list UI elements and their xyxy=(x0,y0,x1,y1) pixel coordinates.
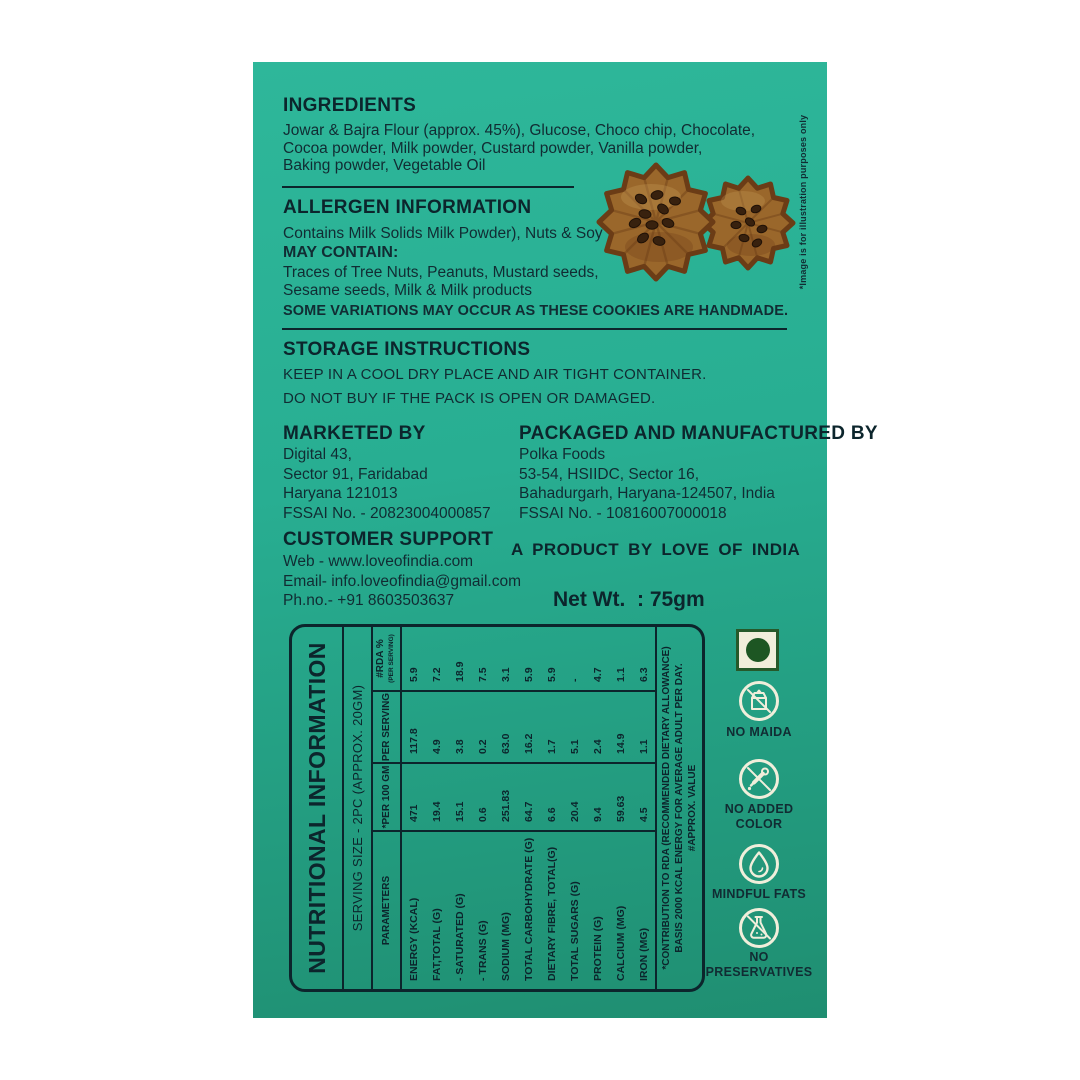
nutrition-title: NUTRITIONAL INFORMATION xyxy=(292,627,343,989)
storage-line: DO NOT BUY IF THE PACK IS OPEN OR DAMAGED. xyxy=(283,390,656,407)
param-cell: FAT,TOTAL (G) xyxy=(430,908,443,981)
no-preservatives-icon xyxy=(737,906,781,950)
footnote-line: #APPROX. VALUE xyxy=(687,764,698,852)
rda-cell: 3.1 xyxy=(494,627,517,691)
col-header-parameters: PARAMETERS xyxy=(372,831,401,989)
badge-text: PRESERVATIVES xyxy=(705,965,813,979)
no-added-color-label xyxy=(694,802,824,832)
no-preservatives-label xyxy=(694,950,824,980)
packaged-by-address xyxy=(519,445,775,523)
storage-line: KEEP IN A COOL DRY PLACE AND AIR TIGHT CONTAINER. xyxy=(283,366,707,383)
product-by-line: A PRODUCT BY LOVE OF INDIA xyxy=(511,540,801,559)
serving-cell: 0.2 xyxy=(471,691,494,763)
ingredients-line: Baking powder, Vegetable Oil xyxy=(283,157,486,174)
storage-heading: STORAGE INSTRUCTIONS xyxy=(283,339,531,360)
label-panel xyxy=(253,62,878,1018)
serving-cell: 63.0 xyxy=(494,691,517,763)
badge-text: NO ADDED xyxy=(724,802,794,816)
param-cell: PROTEIN (G) xyxy=(591,916,604,981)
serving-cell: 117.8 xyxy=(401,691,425,763)
cookies-illustration-icon xyxy=(593,159,798,289)
may-contain-label: MAY CONTAIN: xyxy=(283,244,399,261)
serving-cell: 3.8 xyxy=(448,691,471,763)
divider-rule xyxy=(282,328,787,330)
rda-cell: 7.5 xyxy=(471,627,494,691)
table-row xyxy=(471,627,494,989)
marketed-by-address xyxy=(283,445,491,523)
mindful-fats-label xyxy=(694,887,824,902)
rda-cell: 4.7 xyxy=(586,627,609,691)
col-header-perserving: PER SERVING xyxy=(372,691,401,763)
per100-cell: 6.6 xyxy=(540,763,563,831)
table-row xyxy=(540,627,563,989)
table-row xyxy=(563,627,586,989)
table-row xyxy=(586,627,609,989)
param-cell: DIETARY FIBRE, TOTAL(G) xyxy=(545,846,558,981)
serving-cell: 5.1 xyxy=(563,691,586,763)
net-weight: Net Wt. : 75gm xyxy=(553,588,705,611)
badge-text: NO xyxy=(749,950,769,964)
per100-cell: 251.83 xyxy=(494,763,517,831)
customer-support-heading: CUSTOMER SUPPORT xyxy=(283,529,494,550)
divider-rule xyxy=(282,186,574,188)
allergen-line: Traces of Tree Nuts, Peanuts, Mustard seeds, xyxy=(283,264,599,281)
address-line: Haryana 121013 xyxy=(283,485,398,502)
footnote-line: *CONTRIBUTION TO RDA (RECOMMENDED DIETARY ALLOWANCE) xyxy=(661,646,672,970)
serving-cell: 16.2 xyxy=(517,691,540,763)
table-row xyxy=(632,627,656,989)
badge-text: COLOR xyxy=(735,817,783,831)
param-cell: TOTAL CARBOHYDRATE (G) xyxy=(522,837,535,981)
ingredients-line: Cocoa powder, Milk powder, Custard powder, Vanilla powder, xyxy=(283,139,703,157)
no-maida-icon xyxy=(737,679,781,723)
address-line: FSSAI No. - 20823004000857 xyxy=(283,504,491,522)
col-header-per100: *PER 100 GM xyxy=(372,763,401,831)
packaged-by-heading: PACKAGED AND MANUFACTURED BY xyxy=(519,423,878,444)
support-email: Email- info.loveofindia@gmail.com xyxy=(283,572,521,590)
table-row xyxy=(494,627,517,989)
serving-cell: 4.9 xyxy=(425,691,448,763)
serving-cell: 1.7 xyxy=(540,691,563,763)
veg-mark-icon xyxy=(736,629,779,671)
serving-cell: 2.4 xyxy=(586,691,609,763)
rda-cell: 6.3 xyxy=(632,627,656,691)
per100-cell: 64.7 xyxy=(517,763,540,831)
no-maida-label xyxy=(694,725,824,740)
table-row xyxy=(448,627,471,989)
address-line: FSSAI No. - 10816007000018 xyxy=(519,504,727,522)
veg-dot xyxy=(746,638,770,662)
per100-cell: 19.4 xyxy=(425,763,448,831)
handmade-note: SOME VARIATIONS MAY OCCUR AS THESE COOKIES ARE HANDMADE. xyxy=(283,303,789,319)
rda-sublabel: (PER SERVING) xyxy=(388,634,395,683)
table-row xyxy=(401,627,425,989)
serving-cell: 1.1 xyxy=(632,691,656,763)
nutrition-table-rotated xyxy=(289,624,705,992)
rda-cell: 1.1 xyxy=(609,627,632,691)
allergen-line: Sesame seeds, Milk & Milk products xyxy=(283,282,532,299)
allergen-heading: ALLERGEN INFORMATION xyxy=(283,197,532,218)
serving-size: SERVING SIZE - 2PC (APPROX. 20GM) xyxy=(343,627,372,989)
per100-cell: 4.5 xyxy=(632,763,656,831)
per100-cell: 15.1 xyxy=(448,763,471,831)
address-line: Bahadurgarh, Haryana-124507, India xyxy=(519,485,775,502)
support-phone: Ph.no.- +91 8603503637 xyxy=(283,592,455,609)
badge-text: NO MAIDA xyxy=(726,725,792,739)
table-header-row xyxy=(372,627,401,989)
support-web: Web - www.loveofindia.com xyxy=(283,553,474,570)
rda-cell: 7.2 xyxy=(425,627,448,691)
per100-cell: 59.63 xyxy=(609,763,632,831)
address-line: Polka Foods xyxy=(519,446,606,463)
col-header-rda xyxy=(372,627,401,691)
footnote-line: BASIS 2000 KCAL ENERGY FOR AVERAGE ADULT PER DAY. xyxy=(674,663,685,953)
serving-cell: 14.9 xyxy=(609,691,632,763)
table-row xyxy=(609,627,632,989)
param-cell: SODIUM (MG) xyxy=(499,912,512,981)
rda-cell: 5.9 xyxy=(540,627,563,691)
address-line: Sector 91, Faridabad xyxy=(283,465,428,483)
per100-cell: 0.6 xyxy=(471,763,494,831)
param-cell: - SATURATED (G) xyxy=(453,893,466,981)
cookie-right xyxy=(703,178,793,268)
rda-label: #RDA % xyxy=(375,639,386,678)
address-line: 53-54, HSIIDC, Sector 16, xyxy=(519,465,700,483)
rda-cell: 5.9 xyxy=(401,627,425,691)
ingredients-heading: INGREDIENTS xyxy=(283,95,417,116)
cookie-left xyxy=(599,165,713,279)
table-row xyxy=(517,627,540,989)
param-cell: IRON (MG) xyxy=(637,927,650,981)
image-disclaimer: *Image is for illustration purposes only xyxy=(798,114,808,290)
per100-cell: 20.4 xyxy=(563,763,586,831)
rda-cell: 5.9 xyxy=(517,627,540,691)
param-cell: - TRANS (G) xyxy=(476,920,489,981)
address-line: Digital 43, xyxy=(283,446,352,463)
allergen-contains: Contains Milk Solids Milk Powder), Nuts & Soy xyxy=(283,225,603,242)
nutrition-table xyxy=(292,627,702,989)
customer-support-lines xyxy=(283,552,521,611)
mindful-fats-icon xyxy=(737,842,781,886)
rda-cell: - xyxy=(563,627,586,691)
ingredients-line: Jowar & Bajra Flour (approx. 45%), Glucose, Choco chip, Chocolate, xyxy=(283,122,756,139)
per100-cell: 471 xyxy=(401,763,425,831)
rda-cell: 18.9 xyxy=(448,627,471,691)
param-cell: CALCIUM (MG) xyxy=(614,905,627,981)
per100-cell: 9.4 xyxy=(586,763,609,831)
no-added-color-icon xyxy=(737,757,781,801)
table-row xyxy=(425,627,448,989)
badge-text: MINDFUL FATS xyxy=(711,887,807,901)
param-cell: ENERGY (KCAL) xyxy=(407,897,420,981)
param-cell: TOTAL SUGARS (G) xyxy=(568,881,581,981)
marketed-by-heading: MARKETED BY xyxy=(283,423,426,444)
